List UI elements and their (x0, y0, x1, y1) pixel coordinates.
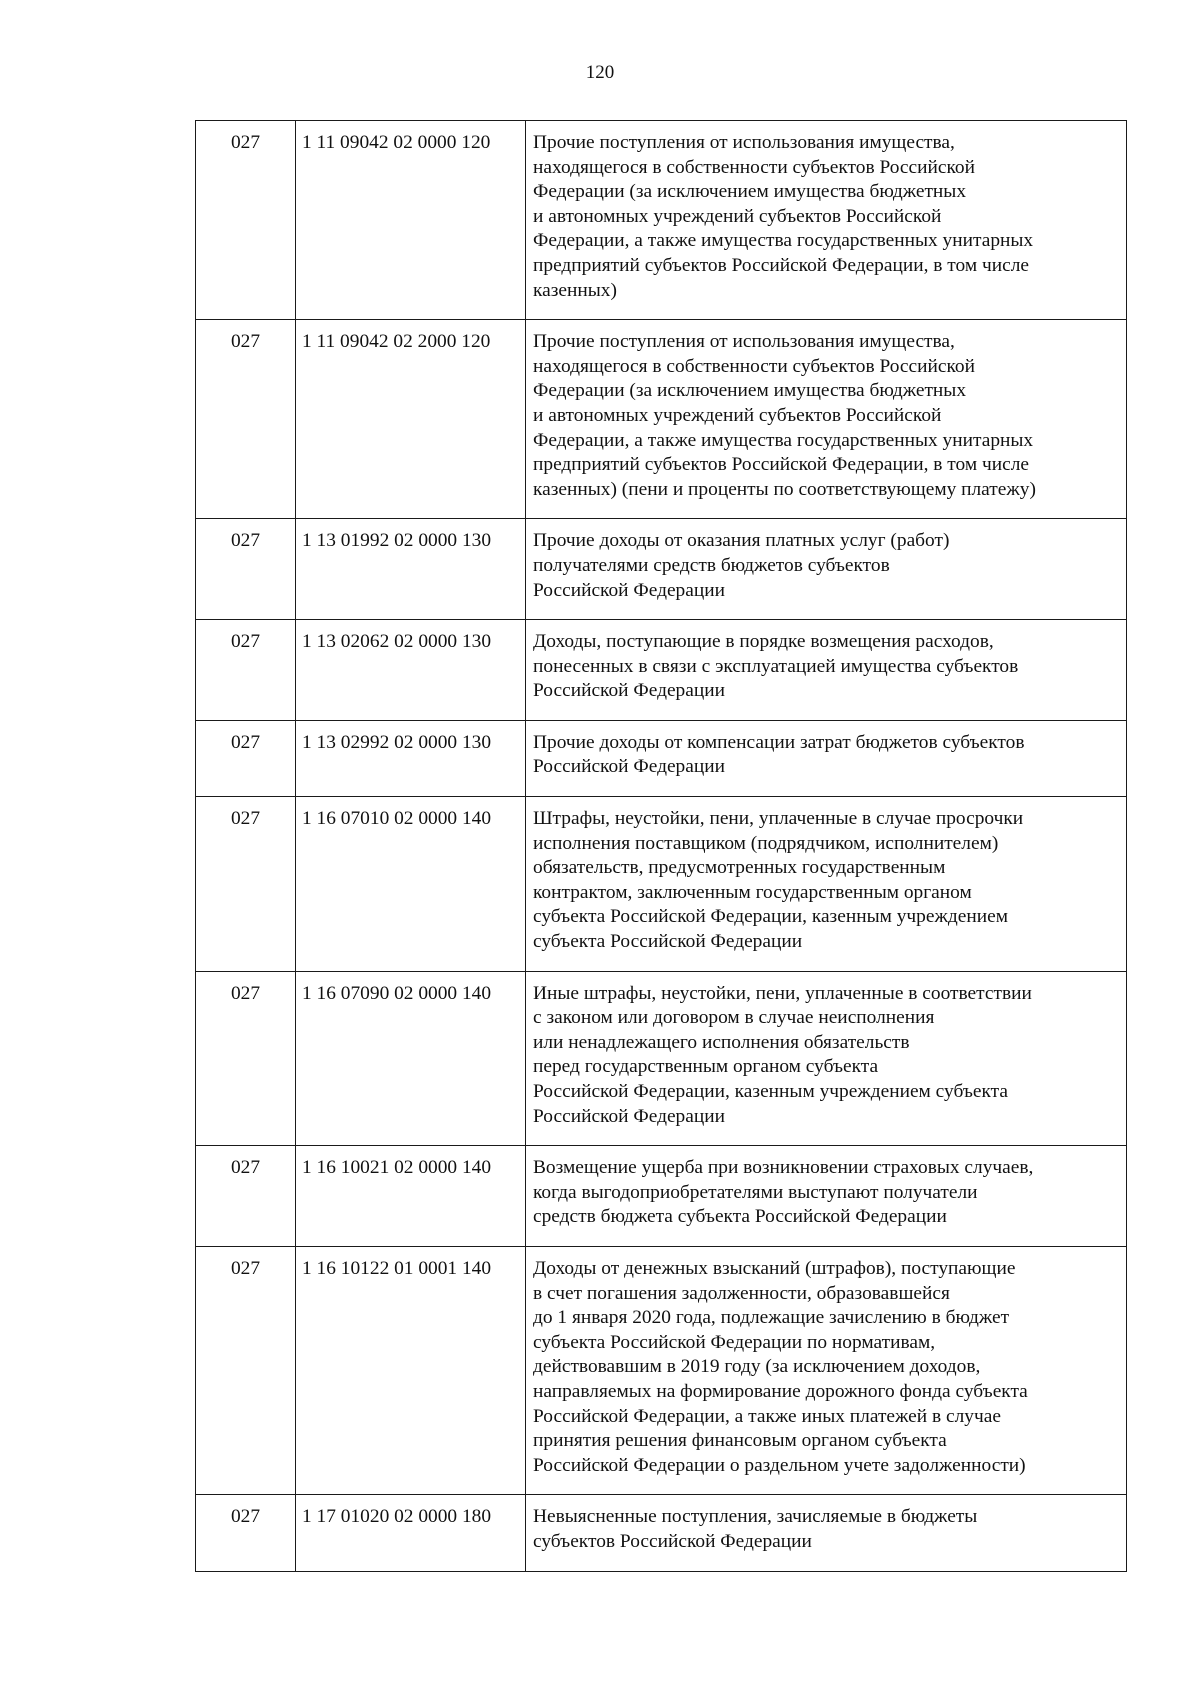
table-row (196, 121, 1127, 320)
description-line: находящегося в собственности субъектов Российской (533, 355, 976, 377)
description-line: Доходы от денежных взысканий (штрафов), поступающие (533, 1257, 1016, 1279)
description-line: Российской Федерации (533, 756, 725, 778)
description-line: Федерации, а также имущества государственных унитарных (533, 429, 1034, 451)
description-line: Российской Федерации (533, 680, 725, 702)
budget-classification-code-cell: 1 13 01992 02 0000 130 (296, 519, 526, 620)
description-line: казенных) (533, 279, 617, 301)
description-line: предприятий субъектов Российской Федерации, в том числе (533, 254, 1029, 276)
admin-code-cell: 027 (196, 720, 296, 796)
description-line: исполнения поставщиком (подрядчиком, исполнителем) (533, 832, 999, 854)
description-line: контрактом, заключенным государственным органом (533, 881, 972, 903)
description-line: находящегося в собственности субъектов Российской (533, 156, 976, 178)
description-line: Российской Федерации, а также иных платежей в случае (533, 1405, 1001, 1427)
description-line: Российской Федерации (533, 1105, 725, 1127)
description-line: Прочие доходы от компенсации затрат бюджетов субъектов (533, 731, 1025, 753)
income-description-cell (526, 797, 1127, 972)
budget-classification-code-cell: 1 13 02992 02 0000 130 (296, 720, 526, 796)
description-line: субъекта Российской Федерации, казенным учреждением (533, 906, 1008, 928)
admin-code-cell: 027 (196, 797, 296, 972)
table-row (196, 320, 1127, 519)
income-description-cell (526, 1146, 1127, 1247)
description-line: Российской Федерации, казенным учреждением субъекта (533, 1081, 1008, 1102)
description-line: принятия решения финансовым органом субъекта (533, 1430, 947, 1452)
description-line: Федерации, а также имущества государственных унитарных (533, 230, 1034, 252)
income-description-cell (526, 720, 1127, 796)
admin-code-cell: 027 (196, 1495, 296, 1571)
description-line: Прочие доходы от оказания платных услуг (работ) (533, 530, 950, 552)
table-body (196, 121, 1127, 1572)
description-line: Прочие поступления от использования имущества, (533, 331, 955, 353)
income-description-cell (526, 519, 1127, 620)
description-line: Иные штрафы, неустойки, пени, уплаченные в соответствии (533, 982, 1032, 1004)
description-line: и автономных учреждений субъектов Российской (533, 404, 942, 426)
description-line: средств бюджета субъекта Российской Федерации (533, 1206, 947, 1228)
description-line: Федерации (за исключением имущества бюджетных (533, 380, 967, 402)
description-line: Возмещение ущерба при возникновении страховых случаев, (533, 1157, 1034, 1179)
description-line: получателями средств бюджетов субъектов (533, 554, 890, 576)
table-row (196, 620, 1127, 721)
budget-classification-code-cell: 1 13 02062 02 0000 130 (296, 620, 526, 721)
description-line: субъекта Российской Федерации (533, 931, 803, 953)
table-row (196, 519, 1127, 620)
income-description-cell (526, 620, 1127, 721)
admin-code-cell: 027 (196, 121, 296, 320)
description-line: казенных) (пени и проценты по соответствующему платежу) (533, 478, 1036, 500)
description-line: перед государственным органом субъекта (533, 1056, 879, 1078)
description-line: Штрафы, неустойки, пени, уплаченные в случае просрочки (533, 808, 1024, 830)
budget-classification-code-cell: 1 11 09042 02 0000 120 (296, 121, 526, 320)
income-description-cell (526, 1246, 1127, 1494)
budget-classification-code-cell: 1 16 07010 02 0000 140 (296, 797, 526, 972)
description-line: Российской Федерации (533, 579, 725, 601)
description-line: Российской Федерации о раздельном учете задолженности) (533, 1454, 1026, 1476)
table-row (196, 971, 1127, 1146)
page-number: 120 (585, 62, 615, 83)
table-row (196, 1146, 1127, 1247)
description-line: Доходы, поступающие в порядке возмещения расходов, (533, 631, 994, 653)
description-line: когда выгодоприобретателями выступают получатели (533, 1181, 978, 1203)
revenue-codes-table (195, 120, 1127, 1572)
budget-classification-code-cell: 1 16 07090 02 0000 140 (296, 971, 526, 1146)
admin-code-cell: 027 (196, 519, 296, 620)
budget-classification-code-cell: 1 16 10122 01 0001 140 (296, 1246, 526, 1494)
description-line: субъекта Российской Федерации по нормативам, (533, 1331, 936, 1353)
admin-code-cell: 027 (196, 1246, 296, 1494)
table-row (196, 797, 1127, 972)
income-description-cell (526, 320, 1127, 519)
description-line: субъектов Российской Федерации (533, 1530, 812, 1552)
description-line: или ненадлежащего исполнения обязательств (533, 1031, 910, 1053)
admin-code-cell: 027 (196, 1146, 296, 1247)
description-line: до 1 января 2020 года, подлежащие зачислению в бюджет (533, 1307, 1010, 1329)
budget-classification-code-cell: 1 11 09042 02 2000 120 (296, 320, 526, 519)
table-row (196, 720, 1127, 796)
description-line: Невыясненные поступления, зачисляемые в бюджеты (533, 1506, 978, 1528)
admin-code-cell: 027 (196, 320, 296, 519)
income-description-cell (526, 1495, 1127, 1571)
description-line: предприятий субъектов Российской Федерации, в том числе (533, 454, 1029, 476)
description-line: направляемых на формирование дорожного фонда субъекта (533, 1380, 1028, 1402)
description-line: с законом или договором в случае неисполнения (533, 1007, 935, 1029)
income-description-cell (526, 121, 1127, 320)
description-line: в счет погашения задолженности, образовавшейся (533, 1282, 950, 1304)
budget-classification-code-cell: 1 16 10021 02 0000 140 (296, 1146, 526, 1247)
admin-code-cell: 027 (196, 971, 296, 1146)
admin-code-cell: 027 (196, 620, 296, 721)
table-row (196, 1246, 1127, 1494)
description-line: Прочие поступления от использования имущества, (533, 132, 955, 153)
description-line: и автономных учреждений субъектов Российской (533, 205, 942, 227)
budget-classification-code-cell: 1 17 01020 02 0000 180 (296, 1495, 526, 1571)
table-row (196, 1495, 1127, 1571)
description-line: обязательств, предусмотренных государственным (533, 857, 946, 879)
income-description-cell (526, 971, 1127, 1146)
description-line: понесенных в связи с эксплуатацией имущества субъектов (533, 655, 1019, 677)
description-line: Федерации (за исключением имущества бюджетных (533, 181, 967, 203)
description-line: действовавшим в 2019 году (за исключением доходов, (533, 1356, 981, 1378)
